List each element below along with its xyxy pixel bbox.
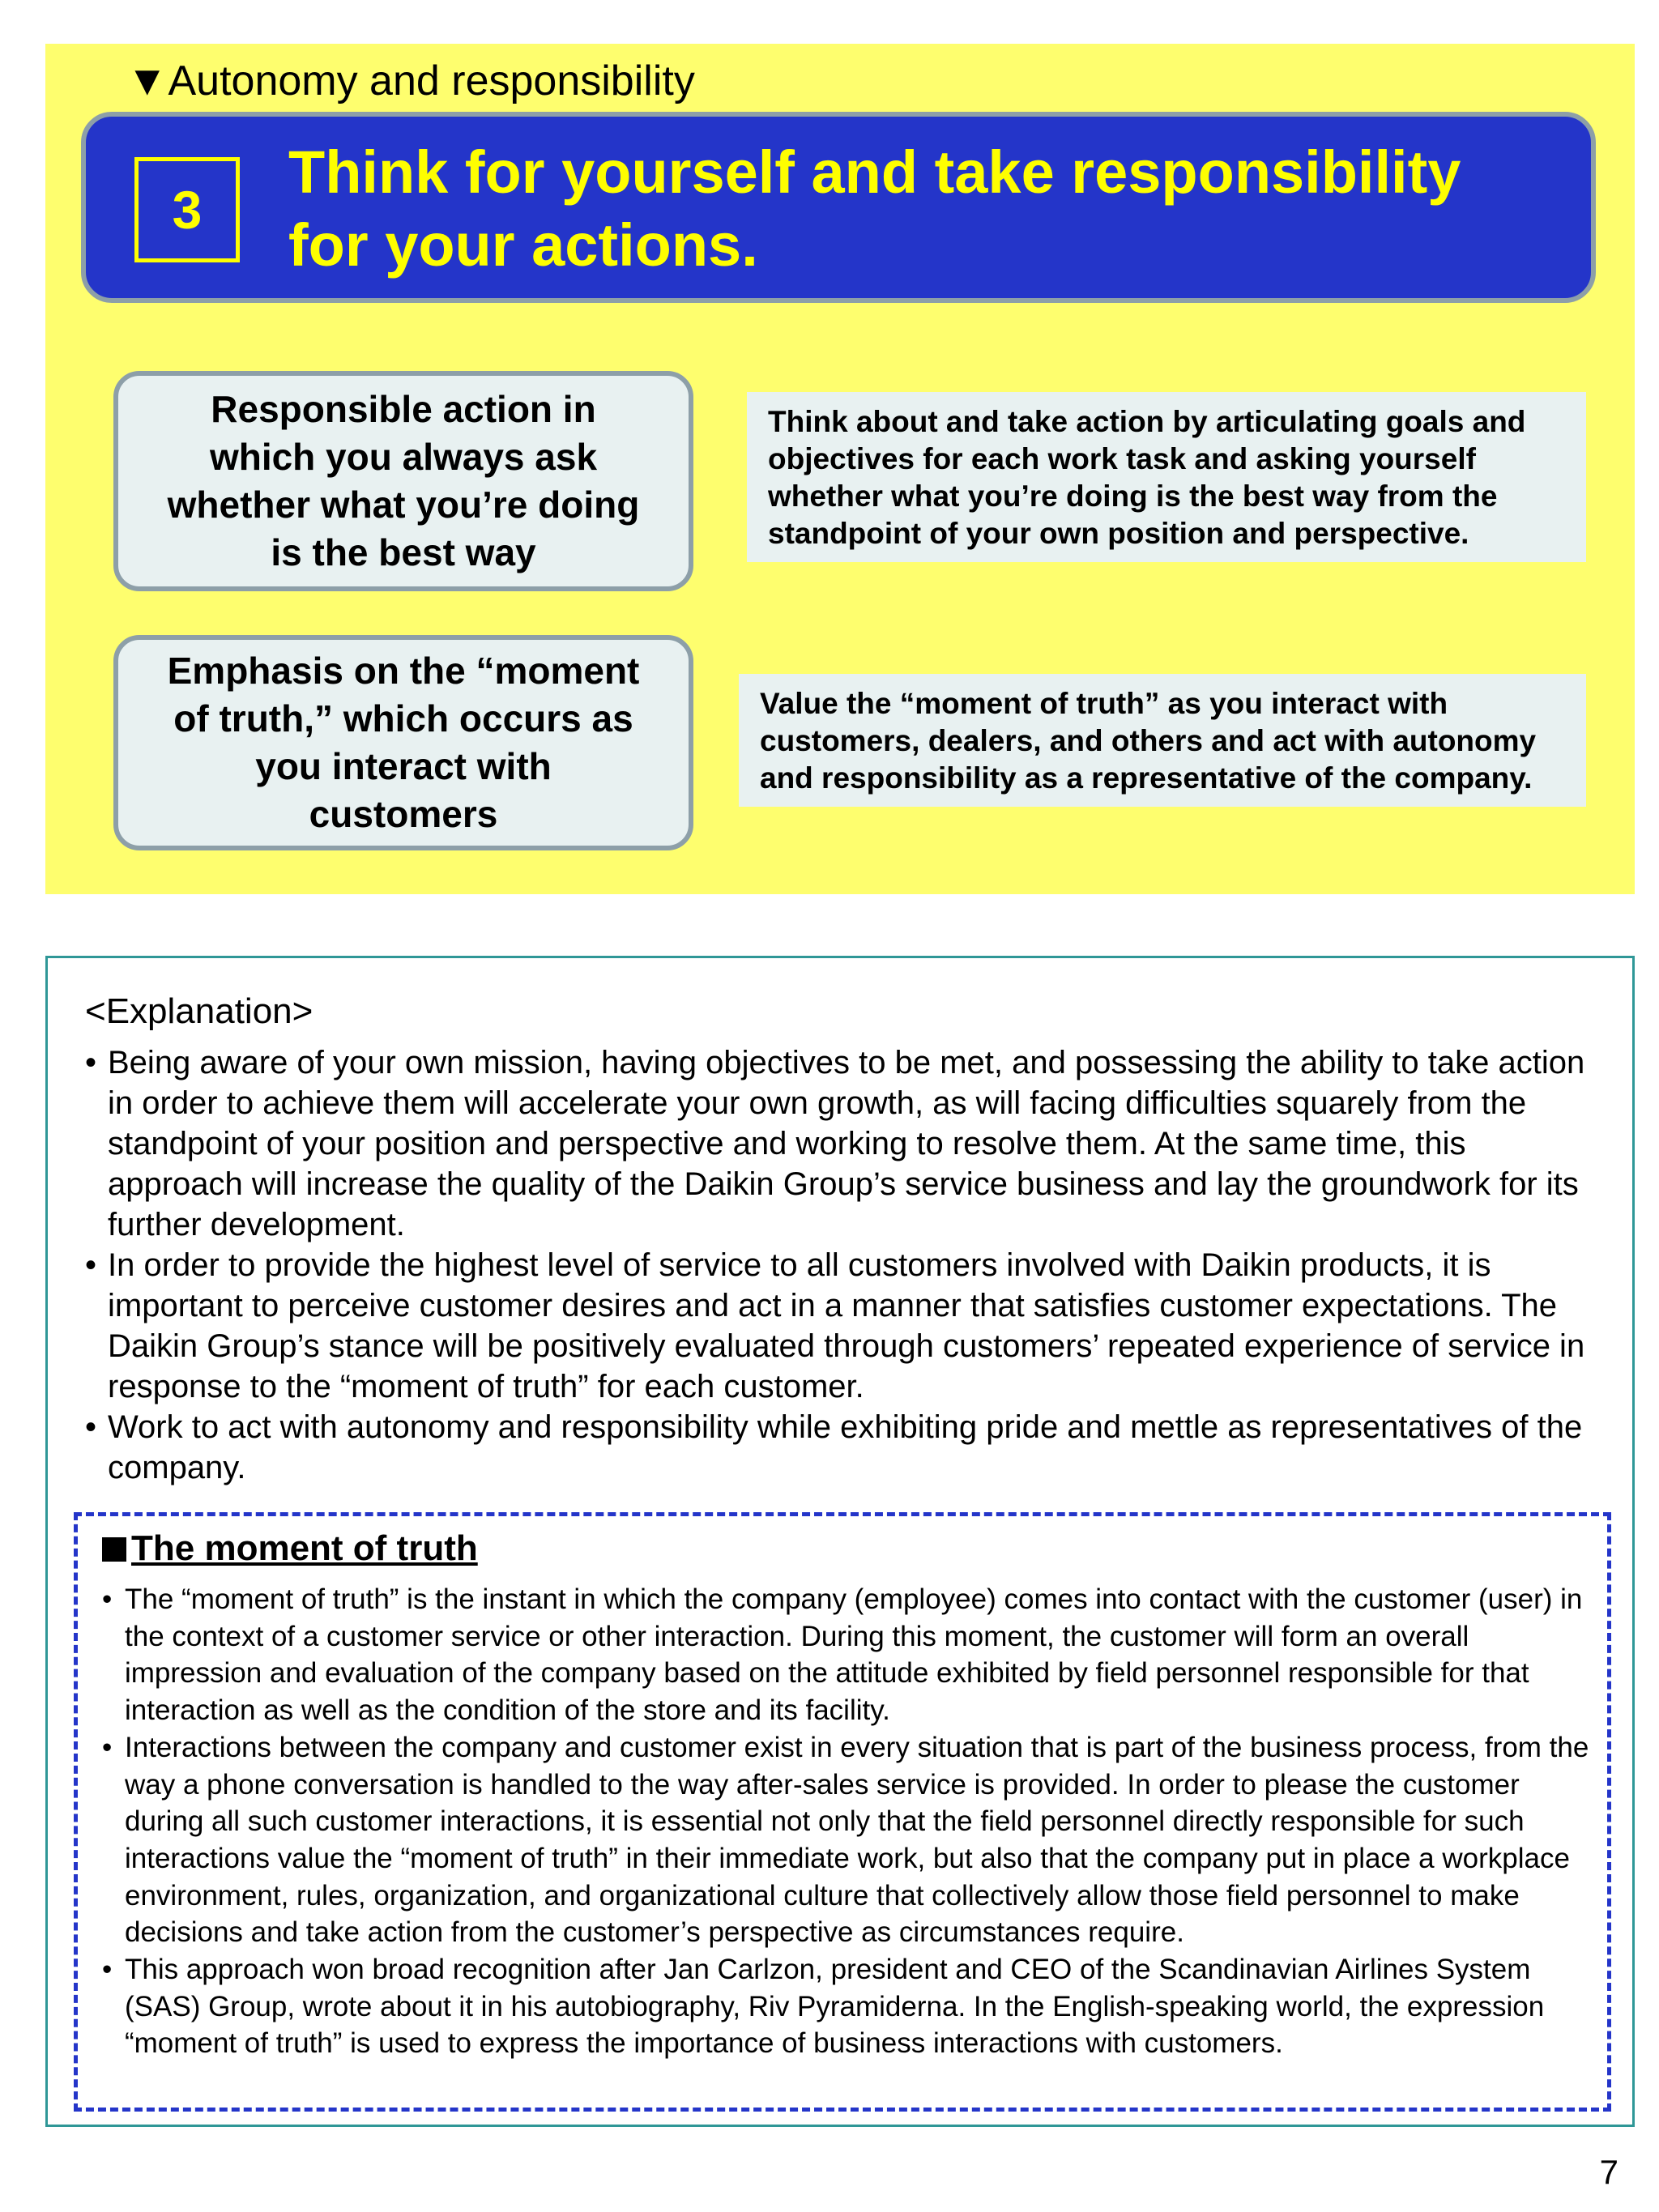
principle-title-line: for your actions. — [288, 211, 758, 279]
section-label: ▼Autonomy and responsibility — [126, 58, 695, 104]
principle-title — [288, 136, 1552, 282]
explanation-item: • In order to provide the highest level of service to all customers involved with Daikin products, it is important to perceive customer desires and act in a manner that satisfies customer expectations. The Daikin Group’s stance will be positively evaluated through customers’ repeated experience of service in response to the “moment of truth” for each customer. — [85, 1245, 1608, 1407]
heading-line: customers — [309, 793, 498, 835]
explanation-item: • Being aware of your own mission, having objectives to be met, and possessing the ability to take action in order to achieve them will accelerate your own growth, as will facing difficulties squarely from the standpoint of your position and perspective and working to resolve them. At the same time, this approach will increase the quality of the Daikin Group’s service business and lay the groundwork for its further development. — [85, 1042, 1608, 1245]
heading-line: Emphasis on the “moment — [167, 650, 640, 692]
explanation-list — [85, 1042, 1608, 1488]
description-line: standpoint of your own position and perspective. — [768, 517, 1469, 550]
principle-description-1 — [747, 392, 1586, 562]
heading-line: is the best way — [271, 531, 536, 573]
explanation-item: • Work to act with autonomy and responsibility while exhibiting pride and mettle as representatives of the company. — [85, 1407, 1608, 1488]
principle-panel — [45, 44, 1635, 894]
heading-line: whether what you’re doing — [167, 484, 640, 526]
description-line: and responsibility as a representative of the company. — [760, 761, 1533, 795]
description-line: objectives for each work task and asking yourself — [768, 442, 1476, 475]
principle-title-line: Think for yourself and take responsibility — [288, 139, 1461, 206]
principle-description-2 — [739, 674, 1586, 807]
section-label-text: Autonomy and responsibility — [168, 58, 695, 104]
page-number: 7 — [1599, 2153, 1618, 2191]
moment-of-truth-box — [74, 1512, 1611, 2112]
moment-item: • The “moment of truth” is the instant in which the company (employee) comes into contact with the customer (user) in the context of a customer service or other interaction. During this moment, the customer will form an overall impression and evaluation of the company based on the attitude exhibited by field personnel responsible for that interaction as well as the condition of the store and its facility. — [102, 1581, 1593, 1729]
heading-line: of truth,” which occurs as — [173, 697, 633, 739]
explanation-title: <Explanation> — [85, 991, 313, 1031]
description-line: Think about and take action by articulating goals and — [768, 405, 1526, 438]
moment-of-truth-title-text: The moment of truth — [131, 1528, 478, 1568]
heading-line: you interact with — [255, 745, 552, 787]
description-line: customers, dealers, and others and act with autonomy — [760, 724, 1537, 757]
moment-item: • Interactions between the company and customer exist in every situation that is part of the business process, from the way a phone conversation is handled to the way after-sales service is provided. In order to please the customer during all such customer interactions, it is essential not only that the field personnel directly responsible for such interactions value the “moment of truth” in their immediate work, but also that the company put in place a workplace environment, rules, organization, and organizational culture that collectively allow those field personnel to make decisions and take action from the customer’s perspective as circumstances require. — [102, 1729, 1593, 1951]
description-line: Value the “moment of truth” as you interact with — [760, 687, 1448, 720]
principle-heading-1 — [113, 371, 693, 591]
explanation-box — [45, 956, 1635, 2127]
black-square-icon — [102, 1537, 126, 1562]
principle-number: 3 — [134, 157, 240, 262]
moment-item: • This approach won broad recognition after Jan Carlzon, president and CEO of the Scandinavian Airlines System (SAS) Group, wrote about it in his autobiography, Riv Pyramiderna. In the English-speaking world, the expression “moment of truth” is used to express the importance of business interactions with customers. — [102, 1951, 1593, 2062]
moment-of-truth-title — [102, 1528, 478, 1571]
principle-heading-2 — [113, 635, 693, 850]
moment-of-truth-list — [102, 1581, 1593, 2062]
description-line: whether what you’re doing is the best way from the — [768, 479, 1498, 513]
heading-line: Responsible action in — [211, 388, 596, 430]
principle-banner — [81, 112, 1596, 303]
heading-line: which you always ask — [209, 436, 598, 478]
